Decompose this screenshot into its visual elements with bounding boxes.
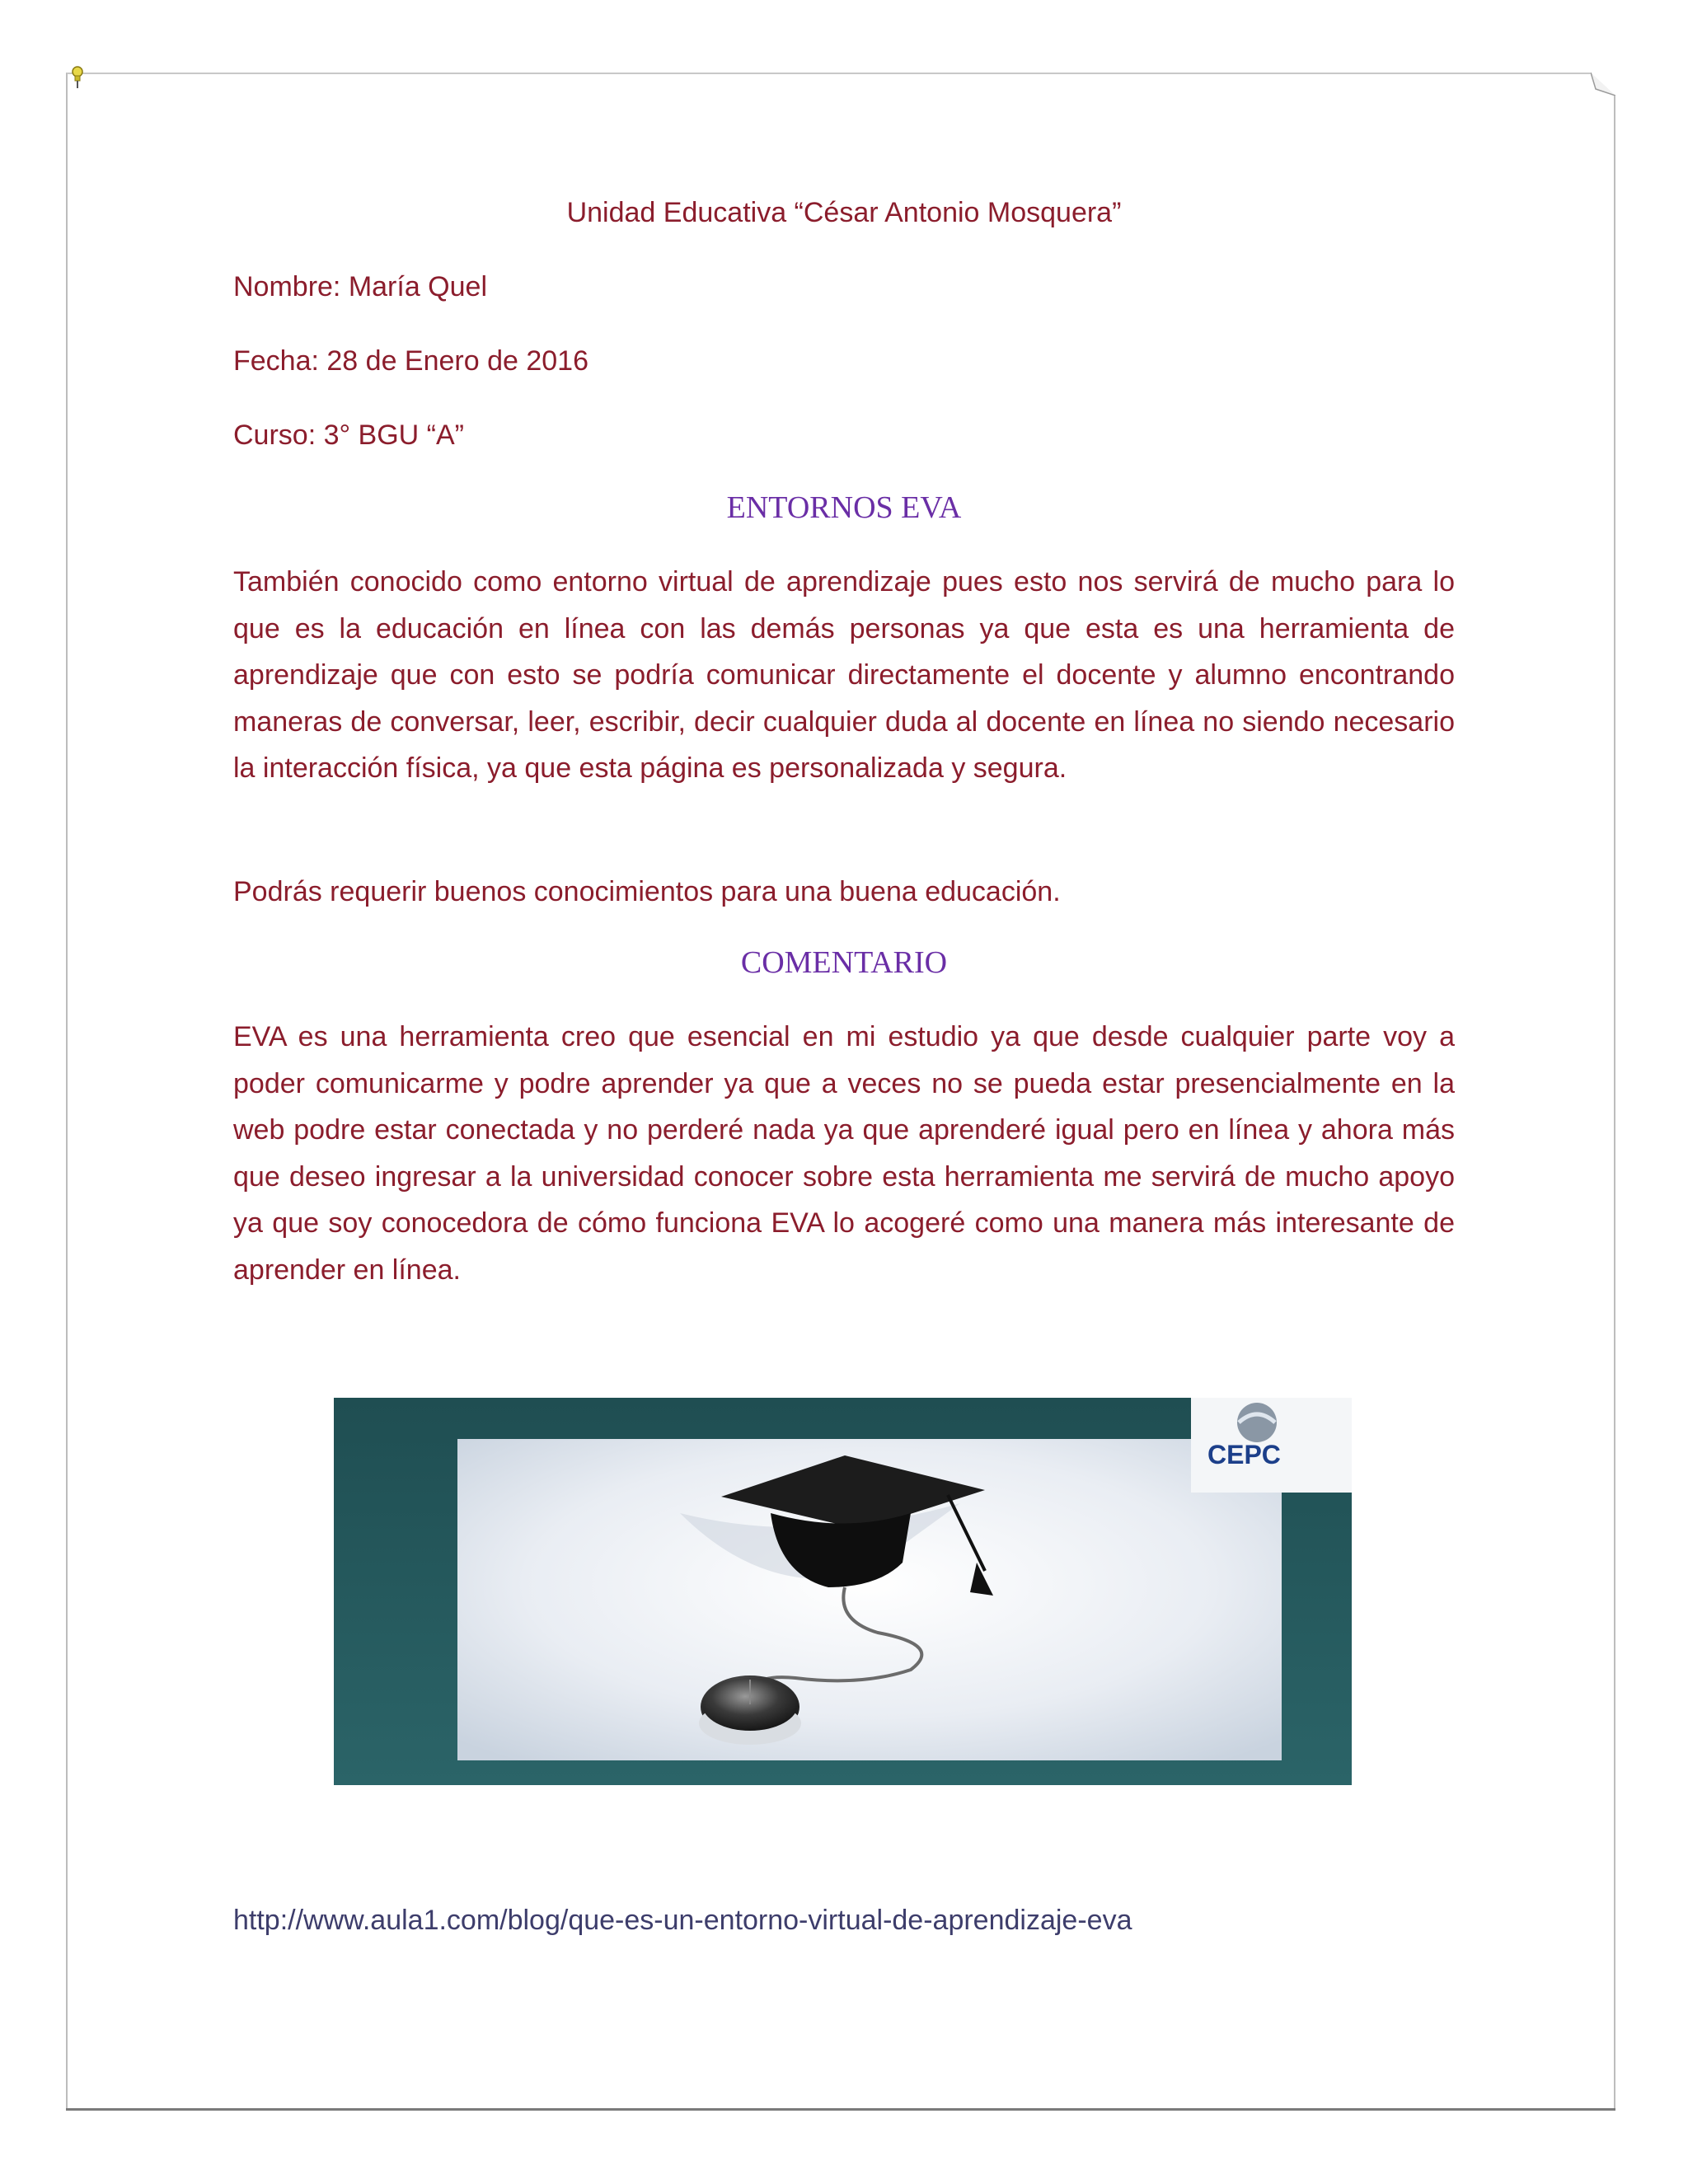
school-name: Unidad Educativa “César Antonio Mosquera” (566, 197, 1122, 228)
source-url-link[interactable]: http://www.aula1.com/blog/que-es-un-entorno-virtual-de-aprendizaje-eva (233, 1905, 1132, 1936)
paragraph-comment: EVA es una herramienta creo que esencial en mi estudio ya que desde cualquier parte voy a poder comunicarme y podre aprender ya que a veces no se pueda estar presencialmente en la web podre estar conectada y no perderé nada ya que aprenderé igual pero en línea y ahora más que deseo ingresar a la universidad conocer sobre esta herramienta me servirá de mucho apoyo ya que soy conocedora de cómo funciona EVA lo acogeré como una manera más interesante de aprender en línea. (233, 1021, 1455, 1286)
page-bottom-border (66, 2108, 1615, 2111)
paragraph-conclusion: Podrás requerir buenos conocimientos para una buena educación. (233, 876, 1061, 907)
date-line: Fecha: 28 de Enero de 2016 (233, 345, 588, 377)
graduation-cap-mouse-image (334, 1398, 1352, 1785)
student-name-line: Nombre: María Quel (233, 271, 487, 302)
heading-comentario: COMENTARIO (740, 945, 948, 980)
cepc-logo-text: CEPC (1207, 1440, 1281, 1469)
pushpin-icon[interactable] (69, 66, 86, 89)
paragraph-definition: También conocido como entorno virtual de aprendizaje pues esto nos servirá de mucho para lo que es la educación en línea con las demás personas ya que esta es una herramienta de aprendizaje que con esto se podría comunicar directamente el docente y alumno encontrando maneras de conversar, leer, escribir, decir cualquier duda al docente en línea no siendo necesario la interacción física, ya que esta página es personalizada y segura. (233, 566, 1455, 784)
course-line: Curso: 3° BGU “A” (233, 419, 464, 451)
page-corner-fold-icon (1591, 73, 1615, 96)
heading-entornos-eva: ENTORNOS EVA (726, 490, 962, 525)
